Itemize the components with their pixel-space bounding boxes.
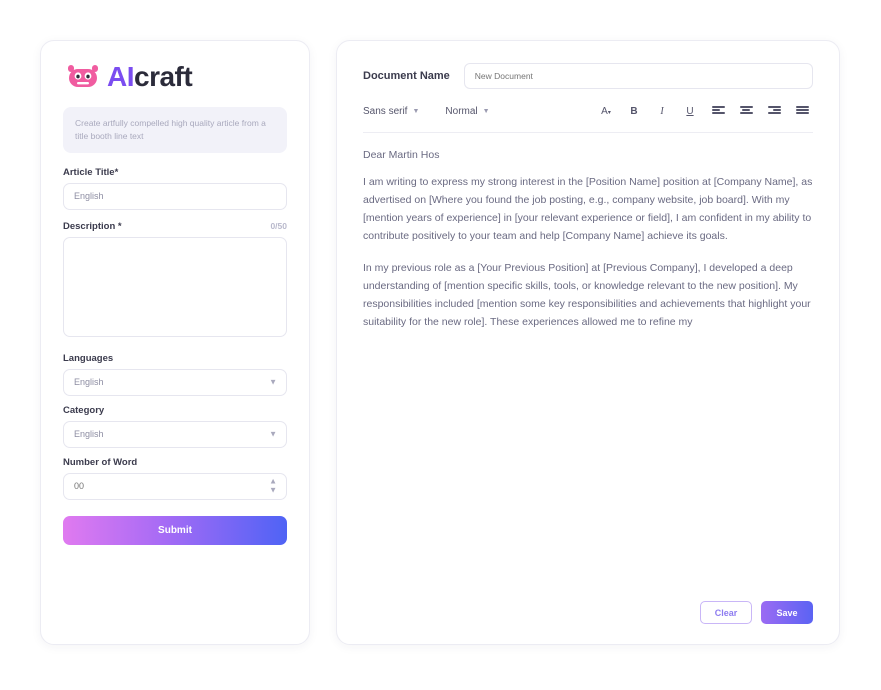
article-title-label-text: Article Title*: [63, 166, 119, 178]
document-name-row: [363, 63, 813, 89]
tagline-text: Create artfully compelled high quality article from a title booth line text: [63, 107, 287, 153]
languages-label: [63, 353, 287, 364]
bold-button[interactable]: B: [630, 106, 638, 117]
category-label-text: Category: [63, 404, 105, 416]
align-justify-icon: [796, 105, 809, 115]
align-center-button[interactable]: [735, 105, 757, 118]
generator-form-panel: [40, 40, 310, 645]
robot-icon: [67, 63, 99, 91]
document-paragraph: In my previous role as a [Your Previous Position] at [Previous Company], I developed a deep understanding of [mention specific skills, tools, or knowledge relevant to the new position]. My responsibilities included [mention some key responsibilities and achievements that highlight your suitability for the new role]. These experiences allowed me to refine my: [363, 262, 811, 329]
document-greeting: Dear Martin Hos: [363, 149, 440, 161]
stepper-icon[interactable]: [269, 478, 277, 495]
align-left-icon: [712, 105, 725, 115]
chevron-down-icon: ▼: [482, 108, 490, 115]
description-label: [63, 221, 287, 232]
text-color-label: A: [601, 106, 608, 117]
font-style-select[interactable]: [445, 106, 489, 117]
align-center-icon: [740, 105, 753, 115]
align-justify-button[interactable]: [791, 105, 813, 118]
stepper-up-icon[interactable]: ▲: [269, 476, 277, 486]
underline-button[interactable]: U: [686, 106, 694, 117]
document-actions: [700, 601, 813, 624]
chevron-down-icon: ▼: [269, 377, 277, 387]
word-count-label: [63, 457, 287, 468]
align-right-button[interactable]: [763, 105, 785, 118]
document-content[interactable]: [363, 149, 813, 624]
document-editor-panel: [336, 40, 840, 645]
description-textarea[interactable]: [63, 237, 287, 337]
article-title-label: [63, 167, 287, 178]
save-button[interactable]: Save: [761, 601, 813, 624]
word-count-label-text: Number of Word: [63, 456, 138, 468]
brand-name-primary: AI: [107, 61, 134, 92]
font-style-value: Normal: [445, 106, 478, 117]
languages-label-text: Languages: [63, 352, 114, 364]
article-title-input[interactable]: [63, 183, 287, 210]
chevron-down-icon: ▾: [607, 110, 611, 116]
word-count-input[interactable]: [63, 473, 287, 500]
chevron-down-icon: ▼: [412, 108, 420, 115]
word-count-wrap[interactable]: [63, 473, 287, 500]
clear-button[interactable]: Clear: [700, 601, 752, 624]
align-left-button[interactable]: [707, 105, 729, 118]
align-right-icon: [768, 105, 781, 115]
description-label-text: Description *: [63, 220, 122, 232]
category-select[interactable]: [63, 421, 287, 448]
category-label: [63, 405, 287, 416]
document-paragraph: I am writing to express my strong interest in the [Position Name] position at [Company Name], as advertised on [Where you found the job posting, e.g., company website, job board]. With my [mention years of experience] in [your relevant experience or field], I am confident in my ability to contribute positively to your team and help [Company Name] achieve its goals.: [363, 176, 813, 243]
category-select-wrap[interactable]: [63, 421, 287, 448]
stepper-down-icon[interactable]: ▼: [269, 485, 277, 495]
italic-button[interactable]: I: [660, 106, 664, 117]
document-name-input[interactable]: [464, 63, 813, 89]
editor-toolbar: [363, 105, 813, 133]
document-name-label: Document Name: [363, 70, 450, 82]
font-family-value: Sans serif: [363, 106, 408, 117]
languages-select[interactable]: [63, 369, 287, 396]
text-color-button[interactable]: [595, 106, 617, 117]
brand-logo: [63, 63, 287, 91]
font-family-select[interactable]: [363, 106, 419, 117]
submit-button[interactable]: Submit: [63, 516, 287, 545]
panels-container: [40, 40, 840, 645]
description-counter: 0/50: [270, 220, 287, 231]
chevron-down-icon: ▼: [269, 429, 277, 439]
languages-select-wrap[interactable]: [63, 369, 287, 396]
brand-name-secondary: craft: [134, 61, 193, 92]
